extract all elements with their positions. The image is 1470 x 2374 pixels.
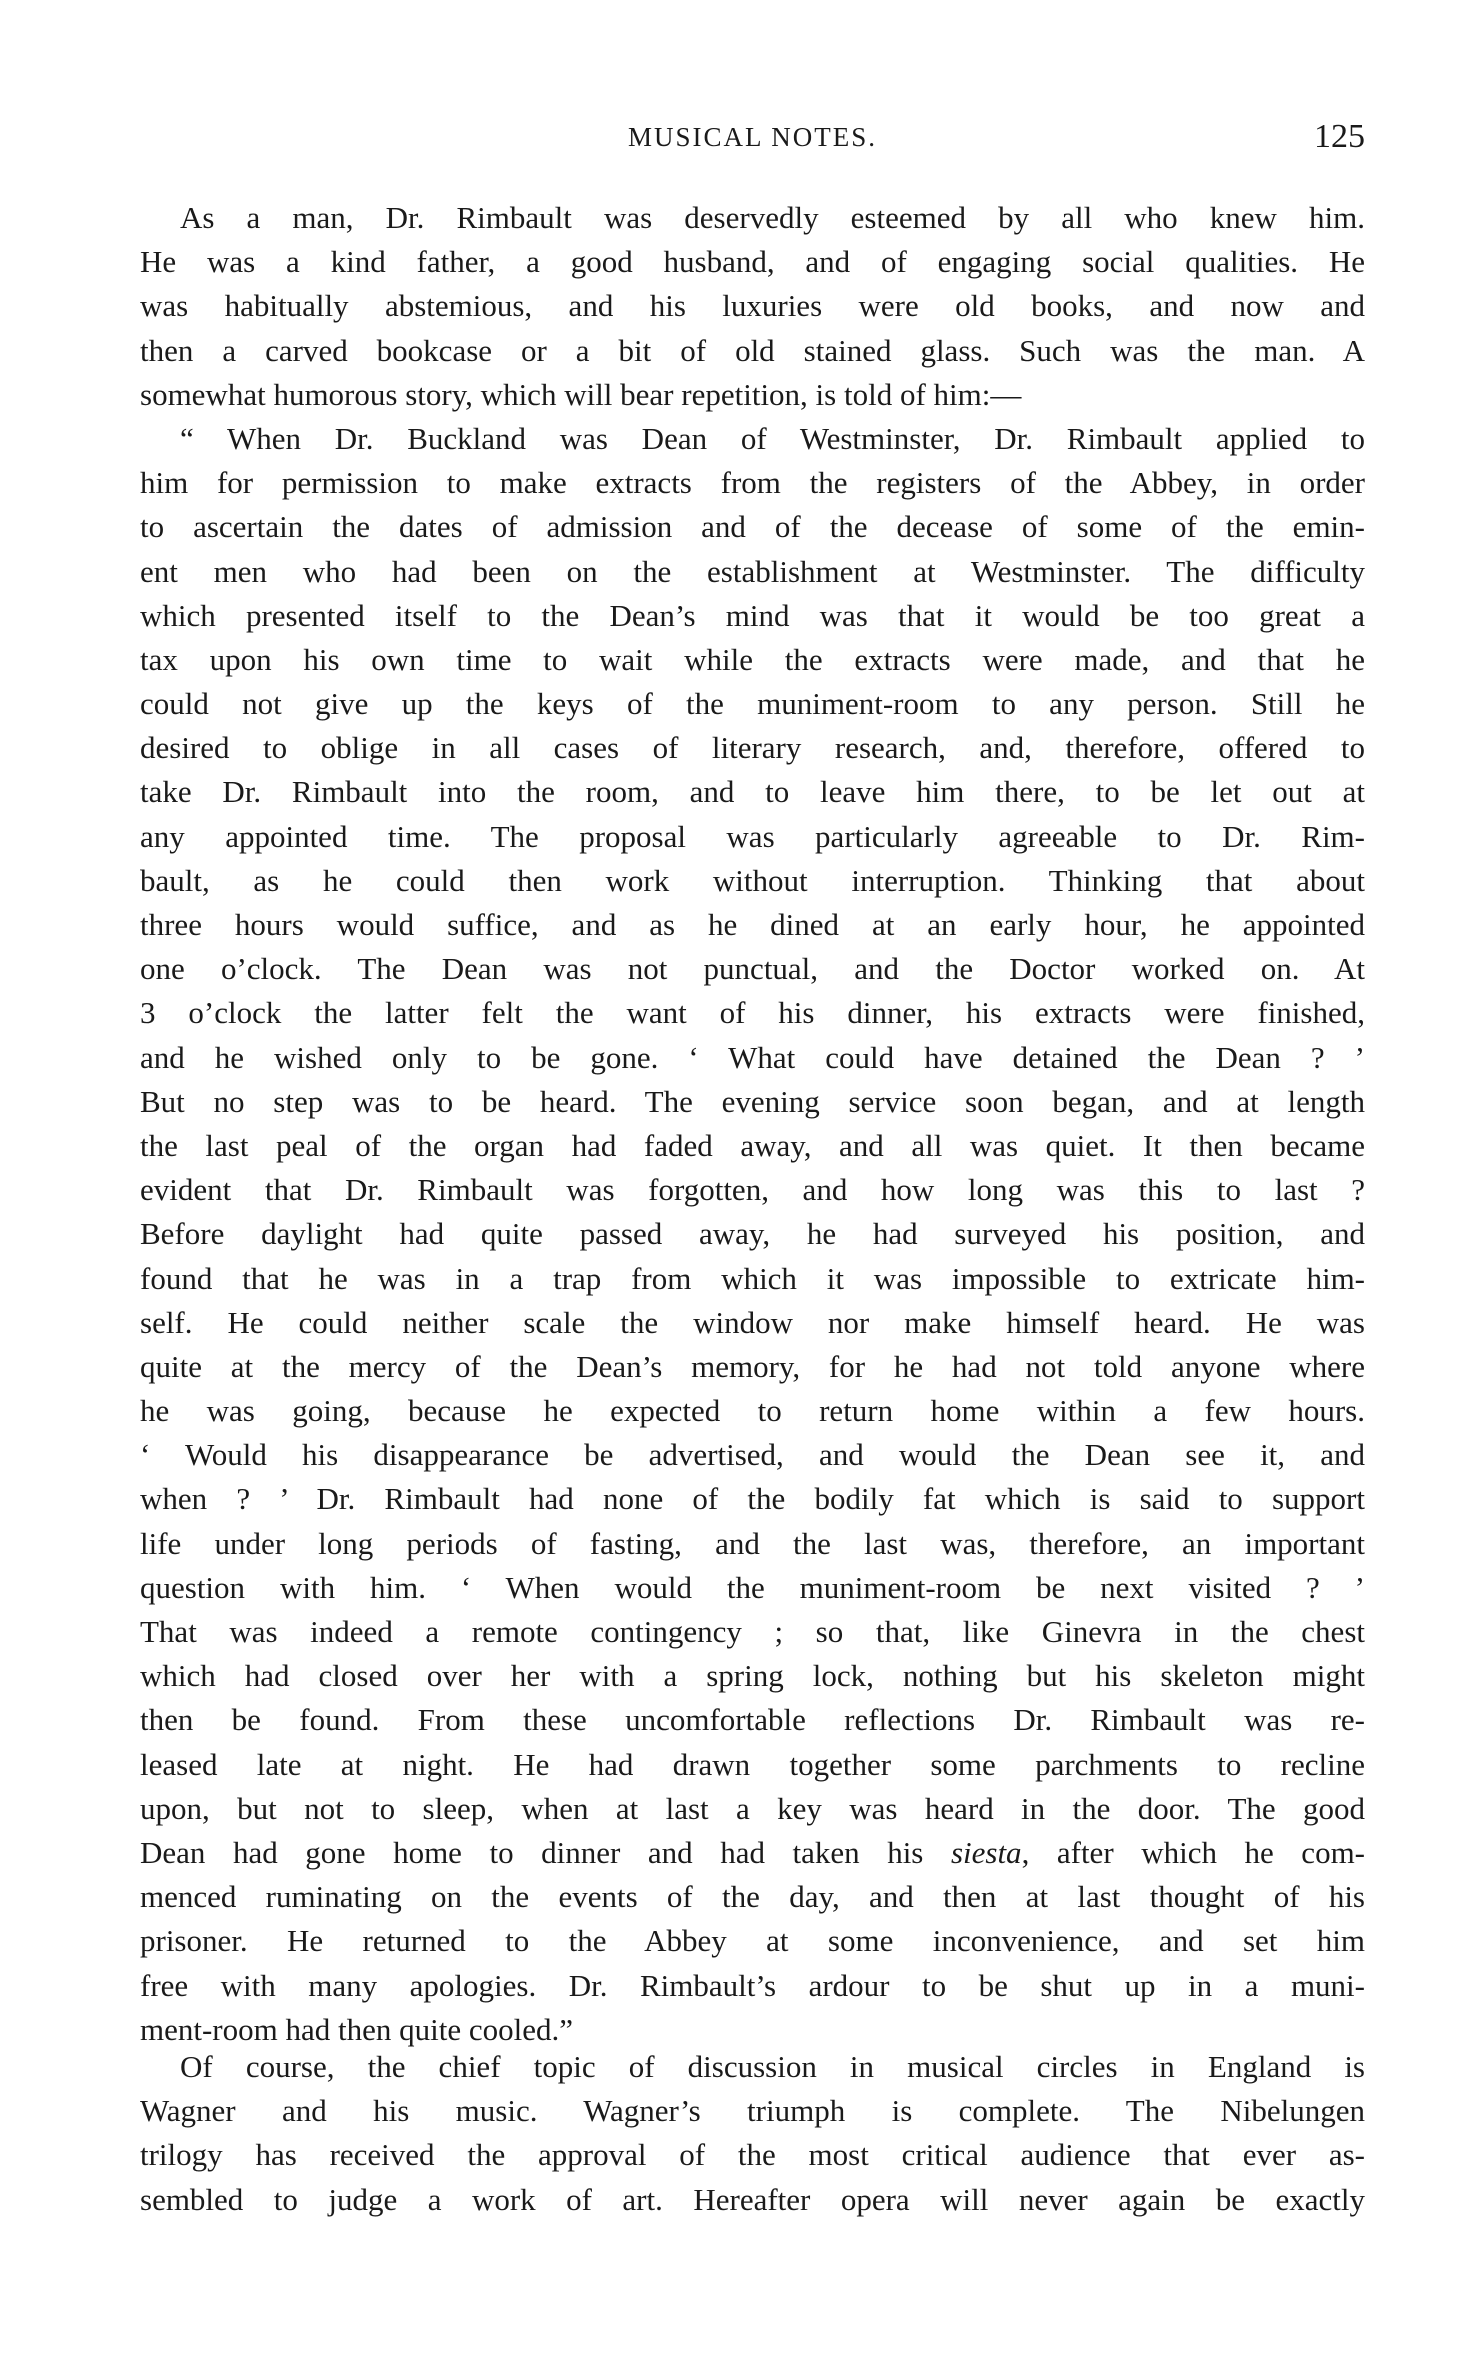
text-line: ‘ Would his disappearance be advertised, and would the Dean see it, and bbox=[140, 1437, 1365, 1473]
text-line: “ When Dr. Buckland was Dean of Westminster, Dr. Rimbault applied to bbox=[180, 420, 1365, 456]
text-line: prisoner. He returned to the Abbey at some inconvenience, and set him bbox=[140, 1923, 1365, 1959]
text-line: 3 o’clock the latter felt the want of his dinner, his extracts were finished, bbox=[140, 995, 1365, 1031]
text-line: was habitually abstemious, and his luxuries were old books, and now and bbox=[140, 288, 1365, 324]
paragraph-quoted-story bbox=[140, 417, 1365, 2052]
text-line: he was going, because he expected to return home within a few hours. bbox=[140, 1393, 1365, 1429]
text-line: tax upon his own time to wait while the extracts were made, and that he bbox=[140, 641, 1365, 677]
text-line: when ? ’ Dr. Rimbault had none of the bodily fat which is said to support bbox=[140, 1481, 1365, 1517]
running-header bbox=[140, 118, 1365, 158]
text-line: question with him. ‘ When would the muniment-room be next visited ? ’ bbox=[140, 1569, 1365, 1605]
paragraph-rimbault-character bbox=[140, 196, 1365, 417]
text-line: somewhat humorous story, which will bear repetition, is told of him:— bbox=[140, 376, 1022, 412]
text-line: life under long periods of fasting, and the last was, therefore, an important bbox=[140, 1525, 1365, 1561]
text-line: take Dr. Rimbault into the room, and to leave him there, to be let out at bbox=[140, 774, 1365, 810]
text-line: bault, as he could then work without interruption. Thinking that about bbox=[140, 862, 1365, 898]
text-line: sembled to judge a work of art. Hereafter opera will never again be exactly bbox=[140, 2181, 1365, 2217]
text-line: him for permission to make extracts from the registers of the Abbey, in order bbox=[140, 465, 1365, 501]
text-line: That was indeed a remote contingency ; so that, like Ginevra in the chest bbox=[140, 1614, 1365, 1649]
text-line: desired to oblige in all cases of literary research, and, therefore, offered to bbox=[140, 730, 1365, 766]
text-line: quite at the mercy of the Dean’s memory, for he had not told anyone where bbox=[140, 1348, 1365, 1384]
text-line: free with many apologies. Dr. Rimbault’s ardour to be shut up in a muni- bbox=[140, 1967, 1365, 2003]
text-line: then be found. From these uncomfortable reflections Dr. Rimbault was re- bbox=[140, 1702, 1365, 1738]
text-line: upon, but not to sleep, when at last a key was heard in the door. The good bbox=[140, 1790, 1365, 1826]
paragraph-wagner bbox=[140, 2045, 1365, 2222]
text-line: As a man, Dr. Rimbault was deservedly esteemed by all who knew him. bbox=[180, 200, 1365, 235]
main-text bbox=[140, 196, 1365, 2052]
text-line: ment-room had then quite cooled.” bbox=[140, 2011, 574, 2047]
text-line: Dean had gone home to dinner and had taken his siesta, after which he com- bbox=[140, 1834, 1366, 1870]
text-line: trilogy has received the approval of the most critical audience that ever as- bbox=[140, 2137, 1365, 2173]
text-line: and he wished only to be gone. ‘ What could have detained the Dean ? ’ bbox=[140, 1039, 1365, 1075]
text-line: Wagner and his music. Wagner’s triumph is complete. The Nibelungen bbox=[140, 2093, 1365, 2129]
text-line: self. He could neither scale the window nor make himself heard. He was bbox=[140, 1304, 1365, 1340]
text-line: then a carved bookcase or a bit of old stained glass. Such was the man. A bbox=[140, 332, 1365, 368]
text-line: He was a kind father, a good husband, and of engaging social qualities. He bbox=[140, 244, 1365, 280]
text-line: found that he was in a trap from which it was impossible to extricate him- bbox=[140, 1260, 1365, 1296]
text-line: the last peal of the organ had faded away, and all was quiet. It then became bbox=[140, 1127, 1365, 1163]
running-title: MUSICAL NOTES. bbox=[627, 122, 877, 152]
text-line: any appointed time. The proposal was particularly agreeable to Dr. Rim- bbox=[140, 818, 1365, 854]
text-line: three hours would suffice, and as he dined at an early hour, he appointed bbox=[140, 907, 1365, 942]
text-line: which presented itself to the Dean’s mind was that it would be too great a bbox=[140, 597, 1365, 633]
text-line: menced ruminating on the events of the day, and then at last thought of his bbox=[140, 1879, 1365, 1915]
text-line: ent men who had been on the establishment at Westminster. The difficulty bbox=[140, 553, 1365, 589]
text-line: which had closed over her with a spring lock, nothing but his skeleton might bbox=[140, 1658, 1365, 1694]
text-line: But no step was to be heard. The evening service soon began, and at length bbox=[140, 1083, 1365, 1119]
text-line: to ascertain the dates of admission and of the decease of some of the emin- bbox=[140, 509, 1365, 545]
text-line: Before daylight had quite passed away, he had surveyed his position, and bbox=[140, 1216, 1365, 1252]
text-line: Of course, the chief topic of discussion in musical circles in England is bbox=[180, 2049, 1365, 2084]
text-line: could not give up the keys of the muniment-room to any person. Still he bbox=[140, 686, 1365, 722]
text-line: one o’clock. The Dean was not punctual, and the Doctor worked on. At bbox=[140, 951, 1365, 987]
page-number: 125 bbox=[1314, 118, 1365, 155]
text-line: evident that Dr. Rimbault was forgotten, and how long was this to last ? bbox=[140, 1172, 1365, 1208]
text-line: leased late at night. He had drawn together some parchments to recline bbox=[140, 1746, 1365, 1782]
